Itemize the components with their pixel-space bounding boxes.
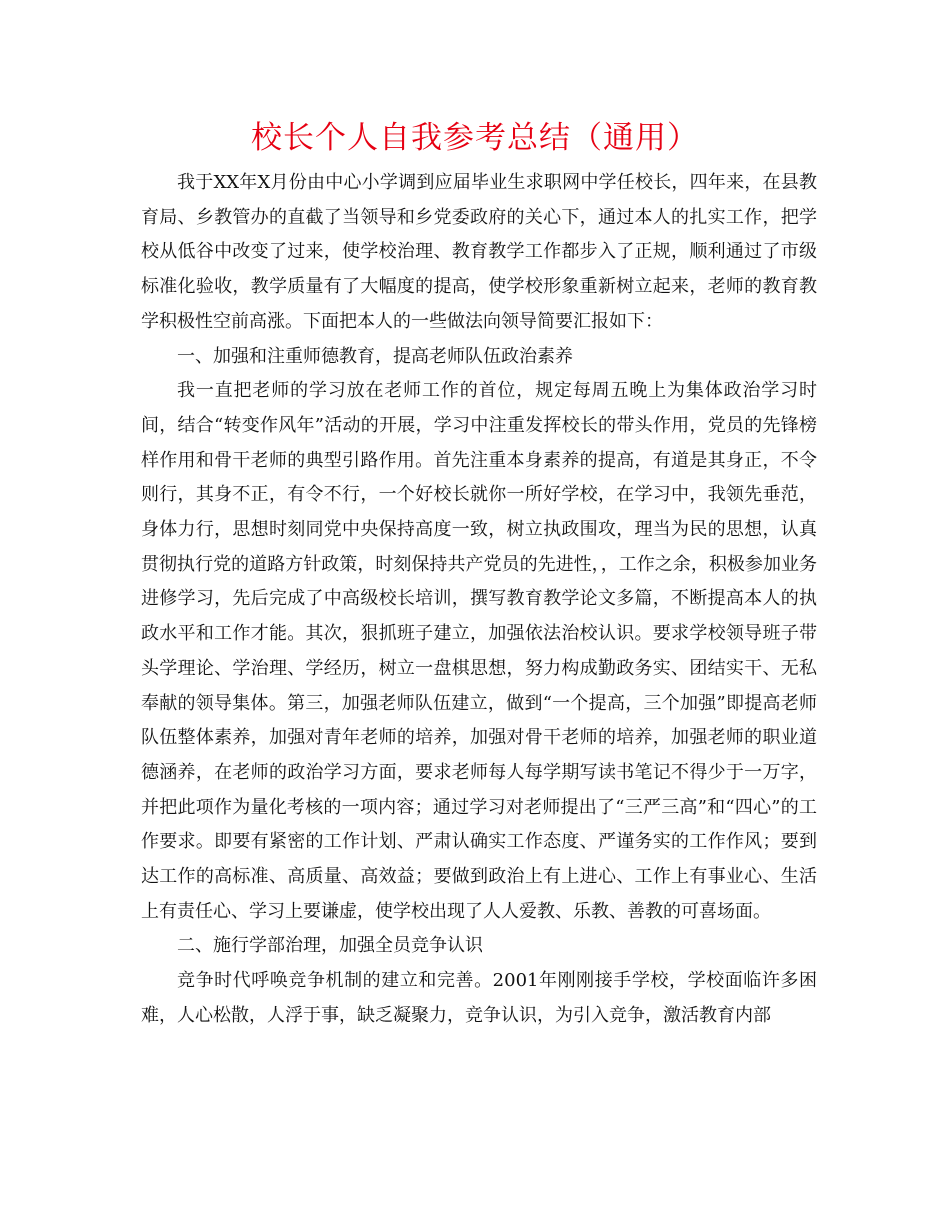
section-1-paragraph: 我一直把老师的学习放在老师工作的首位，规定每周五晚上为集体政治学习时间，结合“转变作风年”活动的开展，学习中注重发挥校长的带头作用，党员的先锋榜样作用和骨干老师的典型引路作用。首先注重本身素养的提高，有道是其身正，不令则行，其身不正，有令不行，一个好校长就你一所好学校，在学习中，我领先垂范，身体力行，思想时刻同党中央保持高度一致，树立执政围攻，理当为民的思想，认真贯彻执行党的道路方针政策，时刻保持共产党员的先进性，，工作之余，积极参加业务进修学习，先后完成了中高级校长培训，撰写教育教学论文多篇，不断提高本人的执政水平和工作才能。其次，狠抓班子建立，加强依法治校认识。要求学校领导班子带头学理论、学治理、学经历，树立一盘棋思想，努力构成勤政务实、团结实干、无私奉献的领导集体。第三，加强老师队伍建立，做到“一个提高，三个加强”即提高老师队伍整体素养，加强对青年老师的培养，加强对骨干老师的培养，加强老师的职业道德涵养，在老师的政治学习方面，要求老师每人每学期写读书笔记不得少于一万字，并把此项作为量化考核的一项内容；通过学习对老师提出了“三严三高”和“四心”的工作要求。即要有紧密的工作计划、严肃认确实工作态度、严谨务实的工作作风；要到达工作的高标准、高质量、高效益；要做到政治上有上进心、工作上有事业心、生活上有责任心、学习上要谦虚，使学校出现了人人爱教、乐教、善教的可喜场面。 <box>141 380 817 922</box>
section-2-paragraph: 竞争时代呼唤竞争机制的建立和完善。2001年刚刚接手学校，学校面临许多困难，人心松散，人浮于事，缺乏凝聚力，竞争认识，为引入竞争，激活教育内部 <box>141 970 817 1026</box>
section-heading-1: 一、加强和注重师德教育，提高老师队伍政治素养 <box>177 345 573 367</box>
document-title: 校长个人自我参考总结（通用） <box>251 120 699 156</box>
document-body <box>141 166 817 1034</box>
section-heading-2: 二、施行学部治理，加强全员竞争认识 <box>177 935 483 957</box>
intro-paragraph: 我于XX年X月份由中心小学调到应届毕业生求职网中学任校长，四年来，在县教育局、乡教管办的直截了当领导和乡党委政府的关心下，通过本人的扎实工作，把学校从低谷中改变了过来，使学校治理、教育教学工作都步入了正规，顺利通过了市级标准化验收，教学质量有了大幅度的提高，使学校形象重新树立起来，老师的教育教学积极性空前高涨。下面把本人的一些做法向领导简要汇报如下： <box>141 172 817 332</box>
